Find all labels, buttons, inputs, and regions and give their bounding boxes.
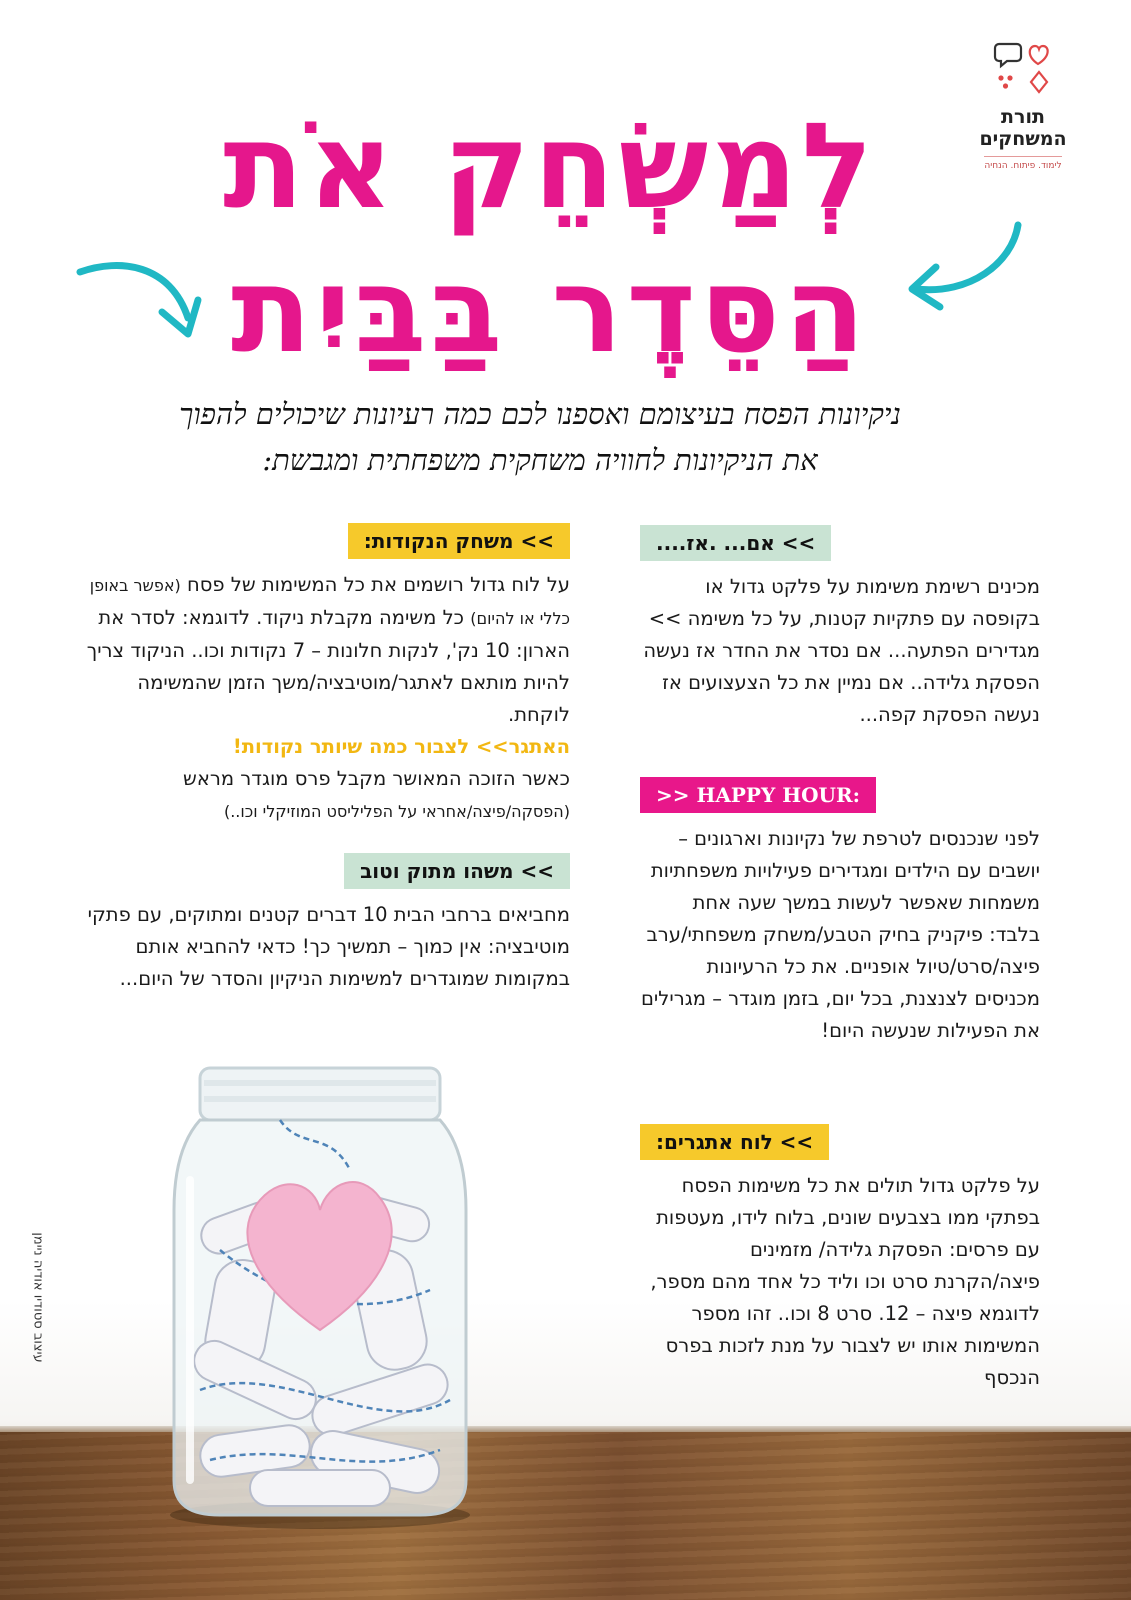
points-text-a: על לוח גדול רושמים את כל המשימות של פסח [186,573,570,596]
section-something-sweet [70,853,570,995]
diamond-icon [1031,72,1047,92]
main-title-line1: לְמַשְׂחֵק אֹת [223,97,877,235]
points-highlight: האתגר>> לצבור כמה שיותר נקודות! [232,735,570,758]
section-challenge-board-text: על פלקט גדול תולים את כל משימות הפסח בפתקי ממו בצבעים שונים, בלוח לידו, מעטפות עם פרסים: הפסקת גלידה/ מזמינים פיצה/הקרנת סרט וכו וליד כל אחד מהם מספר, לדוגמא פיצה – 12. סרט 8 וכו.. זהו מספר המשימות אותו יש לצבור על מנת לזכות בפרס הנכסף [650,1174,1040,1389]
logo [963,40,1083,172]
points-text-a-small: (אפשר באופן כללי או להיום) [89,576,570,628]
intro-line1: ניקיונות הפסח בעיצומם ואספנו לכם כמה רעיונות שיכולים להפוך [179,397,901,431]
section-challenge-board [640,1124,1040,1394]
section-points-game [70,523,570,828]
section-happy-hour [640,777,1040,1047]
logo-title-line2: המשחקים [979,128,1067,150]
dots-icon [998,75,1012,88]
points-text-c: כאשר הזוכה המאושר מקבל פרס מוגדר מראש [183,767,570,790]
right-arrow-icon [900,215,1030,315]
heart-icon [1030,46,1048,64]
section-something-sweet-label: >> משהו מתוק וטוב [344,853,570,889]
design-credit [28,1190,50,1410]
section-something-sweet-text: מחביאים ברחבי הבית 10 דברים קטנים ומתוקים, עם פתקי מוטיבציה: אין כמוך – תמשיך כך! כדאי להחביא אותם במקומות שמוגדרים למשימות הניקיון והסדר של היום... [87,903,570,990]
logo-title-line1: תורת [1001,106,1045,128]
main-title-line2: הַסֵּדֶר בַּבַּיִת [230,241,870,379]
intro-line2: את הניקיונות לחוויה משחקית משפחתית ומגבשת: [262,443,818,477]
section-if-then-text: מכינים רשימת משימות על פלקט גדול או בקופסה עם פתקיות קטנות, על כל משימה >> מגדירים הפתעה... אם נסדר את החדר אז נעשה הפסקת גלידה.. אם נמיין את כל הצעצועים אז נעשה הפסקת קפה... [643,575,1040,726]
section-happy-hour-text: לפני שנכנסים לטרפת של נקיונות וארגונים – יושבים עם הילדים ומגדירים פעילויות משפחתיות משמחות שאפשר לעשות במשך שעה אחת בלבד: פיקניק בחיק הטבע/משחק משפחתי/ערב פיצה/סרט/טיול אופניים. את כל הרעיונות מכניסים לצנצנת, בכל יום, בזמן מוגדר – מגרילים את הפעילות שנעשה היום! [640,827,1040,1042]
left-arrow-icon [70,250,220,350]
speech-bubble-icon [995,44,1021,66]
logo-icons [993,40,1053,100]
points-text-c-small: (הפסקה/פיצה/אחראי על הפליליסט המוזיקלי וכו..) [223,802,570,821]
section-happy-hour-label: >> HAPPY HOUR: [640,777,876,813]
section-challenge-board-label: >> לוח אתגרים: [640,1124,829,1160]
points-text-b: כל משימה מקבלת ניקוד. לדוגמא: לסדר את הארון: 10 נק', לנקות חלונות – 7 נקודות וכו.. הניקוד צריך להיות מותאם לאתגר/מוטיבציה/משך הזמן שהמשימה לוקחת. [86,606,570,726]
section-if-then-label: >> אם... .אז.... [640,525,831,561]
section-if-then [640,525,1040,731]
section-points-game-label: >> משחק הנקודות: [348,523,570,559]
jar-illustration [160,1060,480,1530]
logo-subtitle: לימוד. פיתוח. הנחיה [984,156,1061,171]
design-credit-text: עיצוב סטודיו אודיה ניימן [30,1232,46,1363]
section-points-game-text [70,569,570,828]
